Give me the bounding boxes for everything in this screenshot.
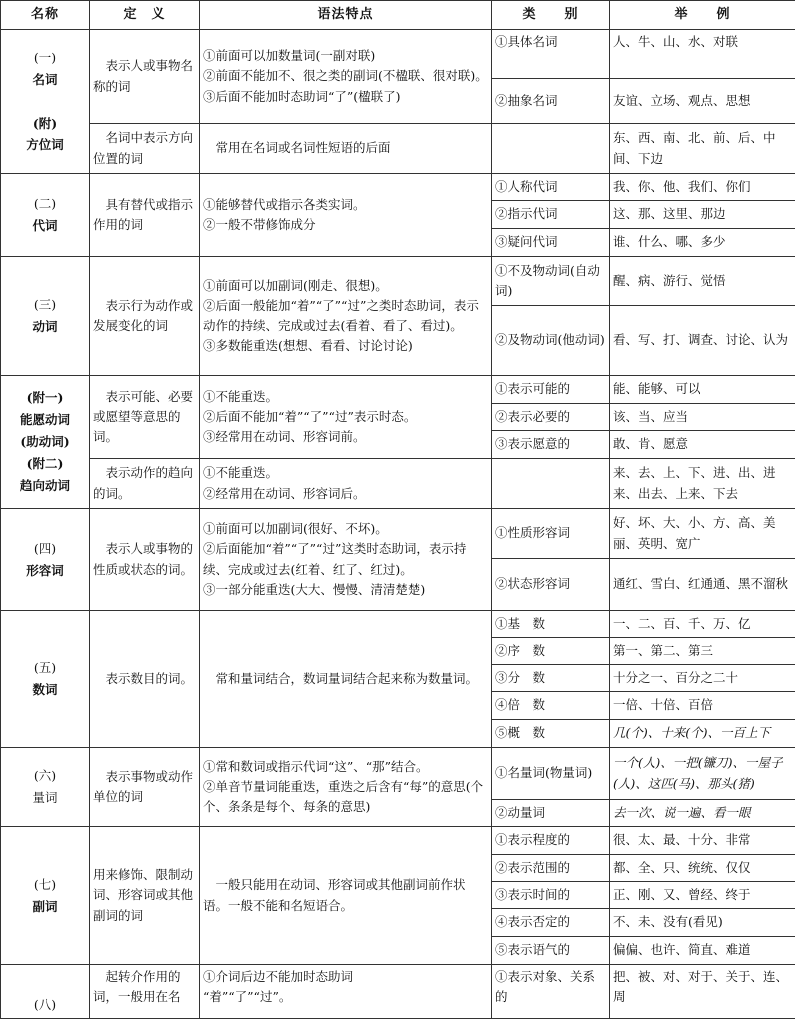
preposition-definition: 起转介作用的词，一般用在名 (90, 965, 200, 1019)
header-grammar: 语法特点 (200, 1, 492, 30)
noun-definition: 表示人或事物名称的词 (90, 30, 200, 124)
adverb-example: 正、刚、又、曾经、终于 (610, 882, 795, 909)
pronoun-definition: 具有替代或指示作用的词 (90, 174, 200, 257)
adjective-grammar: ①前面可以加副词(很好、不坏)。 ②后面能加“着”“了”“过”这类时态助词，表示持续、完成或过去(红着、红了、红过)。 ③一部分能重迭(大大、慢慢、清清楚楚) (200, 509, 492, 611)
noun-sub-label: ①具体名词 (492, 30, 610, 79)
direction-example: 东、西、南、北、前、后、中间、下边 (610, 124, 795, 174)
header-name: 名称 (1, 1, 90, 30)
adjective-definition: 表示人或事物的性质或状态的词。 (90, 509, 200, 611)
directional-sub-label (492, 459, 610, 509)
aux-example: 该、当、应当 (610, 404, 795, 431)
header-definition: 定 义 (90, 1, 200, 30)
measure-grammar: ①常和数词或指示代词“这”、“那”结合。 ②单音节量词能重迭，重迭之后含有“每”的意思(个个、条条是每个、每条的意思) (200, 748, 492, 827)
adverb-example: 不、未、没有(看见) (610, 909, 795, 937)
numeral-sub-label: ⑤概 数 (492, 720, 610, 748)
verb-definition: 表示行为动作或发展变化的词 (90, 257, 200, 376)
noun-sub-label: ②抽象名词 (492, 79, 610, 124)
direction-sub-label (492, 124, 610, 174)
numeral-example: 一倍、十倍、百倍 (610, 692, 795, 720)
adjective-sub-label: ②状态形容词 (492, 559, 610, 611)
verb-grammar: ①前面可以加副词(刚走、很想)。 ②后面一般能加“着”“了”“过”之类时态助词，表示动作的持续、完成或过去(看着、看了、看过)。 ③多数能重迭(想想、看看、讨论讨论) (200, 257, 492, 376)
numeral-example: 几(个)、十来(个)、一百上下 (610, 720, 795, 748)
aux-example: 能、能够、可以 (610, 376, 795, 404)
table-row (1, 459, 795, 509)
adverb-grammar: 一般只能用在动词、形容词或其他副词前作状语。一般不能和名短语合。 (200, 827, 492, 965)
adjective-label: (四) 形容词 (1, 509, 90, 611)
verb-sub-label: ①不及物动词(自动词) (492, 257, 610, 306)
pronoun-grammar: ①能够替代或指示各类实词。 ②一般不带修饰成分 (200, 174, 492, 257)
numeral-sub-label: ②序 数 (492, 638, 610, 665)
adverb-label: (七) 副词 (1, 827, 90, 965)
adverb-sub-label: ④表示否定的 (492, 909, 610, 937)
preposition-example: 把、被、对、对于、关于、连、周 (610, 965, 795, 1019)
numeral-label: (五) 数词 (1, 611, 90, 748)
pronoun-sub-label: ①人称代词 (492, 174, 610, 201)
aux-label: (附一) 能愿动词 (助动词) (附二) 趋向动词 (1, 376, 90, 509)
measure-example: 一个(人)、一把(镰刀)、一屋子(人)、这匹(马)、那头(猪) (610, 748, 795, 800)
numeral-sub-label: ③分 数 (492, 665, 610, 692)
table-row (1, 611, 795, 638)
table-row (1, 174, 795, 201)
table-row (1, 965, 795, 1019)
table-row (1, 509, 795, 559)
measure-sub-label: ①名量词(物量词) (492, 748, 610, 800)
numeral-definition: 表示数目的词。 (90, 611, 200, 748)
adverb-sub-label: ③表示时间的 (492, 882, 610, 909)
pronoun-example: 这、那、这里、那边 (610, 201, 795, 229)
pronoun-sub-label: ②指示代词 (492, 201, 610, 229)
pronoun-example: 我、你、他、我们、你们 (610, 174, 795, 201)
directional-example: 来、去、上、下、进、出、进来、出去、上来、下去 (610, 459, 795, 509)
measure-label: (六) 量词 (1, 748, 90, 827)
measure-example: 去一次、说一遍、看一眼 (610, 800, 795, 827)
adverb-example: 很、太、最、十分、非常 (610, 827, 795, 855)
preposition-grammar: ①介词后边不能加时态助词 “着”“了”“过”。 (200, 965, 492, 1019)
adverb-definition: 用来修饰、限制动词、形容词或其他副词的词 (90, 827, 200, 965)
header-category: 类 别 (492, 1, 610, 30)
pronoun-label: (二) 代词 (1, 174, 90, 257)
table-row (1, 30, 795, 79)
verb-sub-label: ②及物动词(他动词) (492, 306, 610, 376)
preposition-label: (八) (1, 965, 90, 1019)
numeral-example: 第一、第二、第三 (610, 638, 795, 665)
directional-grammar: ①不能重迭。 ②经常用在动词、形容词后。 (200, 459, 492, 509)
aux-definition: 表示可能、必要或愿望等意思的词。 (90, 376, 200, 459)
table-row (1, 376, 795, 404)
verb-example: 醒、病、游行、觉悟 (610, 257, 795, 306)
noun-example: 人、牛、山、水、对联 (610, 30, 795, 79)
aux-sub-label: ③表示愿意的 (492, 431, 610, 459)
noun-grammar: ①前面可以加数量词(一副对联) ②前面不能加不、很之类的副词(不楹联、很对联)。 ③后面不能加时态助词“了”(楹联了) (200, 30, 492, 124)
noun-label: (一) 名词 (附) 方位词 (1, 30, 90, 174)
aux-sub-label: ②表示必要的 (492, 404, 610, 431)
adverb-sub-label: ②表示范围的 (492, 855, 610, 882)
pronoun-sub-label: ③疑问代词 (492, 229, 610, 257)
measure-definition: 表示事物或动作单位的词 (90, 748, 200, 827)
adverb-example: 偏偏、也许、简直、难道 (610, 937, 795, 965)
directional-definition: 表示动作的趋向的词。 (90, 459, 200, 509)
adjective-example: 通红、雪白、红通通、黑不溜秋 (610, 559, 795, 611)
direction-definition: 名词中表示方向位置的词 (90, 124, 200, 174)
verb-label: (三) 动词 (1, 257, 90, 376)
aux-grammar: ①不能重迭。 ②后面不能加“着”“了”“过”表示时态。 ③经常用在动词、形容词前。 (200, 376, 492, 459)
table-row (1, 827, 795, 855)
measure-sub-label: ②动量词 (492, 800, 610, 827)
header-example: 举 例 (610, 1, 795, 30)
numeral-example: 一、二、百、千、万、亿 (610, 611, 795, 638)
numeral-sub-label: ④倍 数 (492, 692, 610, 720)
direction-grammar: 常用在名词或名词性短语的后面 (200, 124, 492, 174)
preposition-sub-label: ①表示对象、关系的 (492, 965, 610, 1019)
pronoun-example: 谁、什么、哪、多少 (610, 229, 795, 257)
numeral-sub-label: ①基 数 (492, 611, 610, 638)
verb-example: 看、写、打、调查、讨论、认为 (610, 306, 795, 376)
aux-example: 敢、肯、愿意 (610, 431, 795, 459)
adverb-example: 都、全、只、统统、仅仅 (610, 855, 795, 882)
adjective-example: 好、坏、大、小、方、高、美丽、英明、宽广 (610, 509, 795, 559)
noun-example: 友谊、立场、观点、思想 (610, 79, 795, 124)
table-row (1, 257, 795, 306)
numeral-example: 十分之一、百分之二十 (610, 665, 795, 692)
table-row (1, 748, 795, 800)
adjective-sub-label: ①性质形容词 (492, 509, 610, 559)
adverb-sub-label: ⑤表示语气的 (492, 937, 610, 965)
aux-sub-label: ①表示可能的 (492, 376, 610, 404)
numeral-grammar: 常和量词结合，数词量词结合起来称为数量词。 (200, 611, 492, 748)
table-row (1, 124, 795, 174)
adverb-sub-label: ①表示程度的 (492, 827, 610, 855)
header-row (1, 1, 795, 30)
